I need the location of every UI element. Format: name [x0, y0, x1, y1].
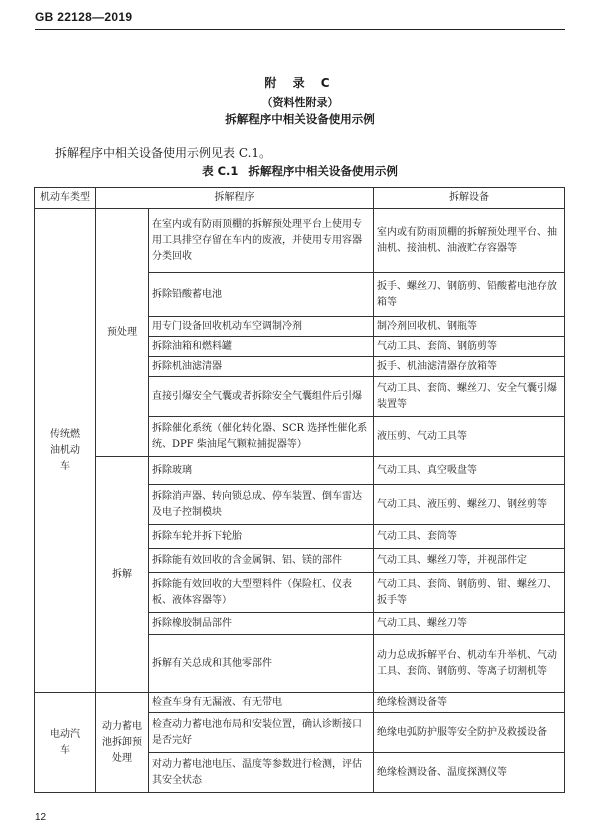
procedure-cell: 对动力蓄电池电压、温度等参数进行检测，评估其安全状态 [149, 753, 374, 793]
equipment-cell: 室内或有防雨顶棚的拆解预处理平台、抽油机、接油机、油液贮存容器等 [374, 209, 565, 273]
table-caption-text: 拆解程序中相关设备使用示例 [248, 164, 398, 178]
table-number: 表 C.1 [202, 164, 239, 178]
page-number: 12 [35, 812, 47, 823]
stage-cell: 动力蓄电池拆卸预处理 [96, 693, 149, 793]
annex-title: 附 录 C [264, 76, 336, 90]
equipment-cell: 绝缘检测设备等 [374, 693, 565, 713]
equipment-cell: 绝缘检测设备、温度探测仪等 [374, 753, 565, 793]
equipment-cell: 气动工具、套筒等 [374, 525, 565, 549]
equipment-cell: 扳手、机油滤清器存放箱等 [374, 357, 565, 377]
equipment-cell: 气动工具、螺丝刀等，并视部件定 [374, 549, 565, 573]
equipment-cell: 气动工具、套筒、螺丝刀、安全气囊引爆装置等 [374, 377, 565, 417]
procedure-cell: 拆除能有效回收的含金属铜、铝、镁的部件 [149, 549, 374, 573]
procedure-cell: 拆除机油滤清器 [149, 357, 374, 377]
header-equipment: 拆解设备 [374, 188, 565, 209]
procedure-cell: 检查车身有无漏液、有无带电 [149, 693, 374, 713]
procedure-cell: 用专门设备回收机动车空调制冷剂 [149, 317, 374, 337]
table-row [35, 209, 565, 273]
header-procedure: 拆解程序 [96, 188, 374, 209]
equipment-cell: 绝缘电弧防护服等安全防护及救援设备 [374, 713, 565, 753]
table-row [35, 457, 565, 485]
equipment-cell: 气动工具、螺丝刀等 [374, 613, 565, 635]
equipment-cell: 液压剪、气动工具等 [374, 417, 565, 457]
procedure-cell: 拆除催化系统（催化转化器、SCR 选择性催化系统、DPF 柴油尾气颗粒捕捉器等） [149, 417, 374, 457]
procedure-cell: 拆除车轮并拆下轮胎 [149, 525, 374, 549]
procedure-cell: 在室内或有防雨顶棚的拆解预处理平台上使用专用工具排空存留在车内的废液，并使用专用容器分类回收 [149, 209, 374, 273]
table-row [35, 693, 565, 713]
procedure-cell: 拆解有关总成和其他零部件 [149, 635, 374, 693]
equipment-table [34, 187, 565, 793]
vehicle-type-cell: 传统燃油机动车 [35, 209, 96, 693]
procedure-cell: 拆除玻璃 [149, 457, 374, 485]
header-rule [35, 29, 565, 30]
equipment-cell: 气动工具、套筒、钢筋剪等 [374, 337, 565, 357]
table-header-row [35, 188, 565, 209]
procedure-cell: 拆除能有效回收的大型塑料件（保险杠、仪表板、液体容器等） [149, 573, 374, 613]
annex-subtitle: （资料性附录） [261, 96, 339, 109]
header-vehicle-type: 机动车类型 [35, 188, 96, 209]
procedure-cell: 直接引爆安全气囊或者拆除安全气囊组件后引爆 [149, 377, 374, 417]
standard-code: GB 22128—2019 [35, 10, 133, 24]
procedure-cell: 拆除油箱和燃料罐 [149, 337, 374, 357]
procedure-cell: 检查动力蓄电池布局和安装位置，确认诊断接口是否完好 [149, 713, 374, 753]
intro-text: 拆解程序中相关设备使用示例见表 C.1。 [55, 146, 272, 160]
table-caption [0, 163, 600, 179]
vehicle-type-cell: 电动汽车 [35, 693, 96, 793]
annex-heading: 拆解程序中相关设备使用示例 [225, 112, 375, 126]
procedure-cell: 拆除铅酸蓄电池 [149, 273, 374, 317]
procedure-cell: 拆除消声器、转向锁总成、停车装置、倒车雷达及电子控制模块 [149, 485, 374, 525]
equipment-cell: 制冷剂回收机、钢瓶等 [374, 317, 565, 337]
equipment-cell: 扳手、螺丝刀、钢筋剪、铅酸蓄电池存放箱等 [374, 273, 565, 317]
equipment-cell: 气动工具、套筒、钢筋剪、钳、螺丝刀、扳手等 [374, 573, 565, 613]
stage-cell: 预处理 [96, 209, 149, 457]
equipment-cell: 动力总成拆解平台、机动车升举机、气动工具、套筒、钢筋剪、等离子切割机等 [374, 635, 565, 693]
equipment-cell: 气动工具、液压剪、螺丝刀、钢丝剪等 [374, 485, 565, 525]
equipment-cell: 气动工具、真空吸盘等 [374, 457, 565, 485]
procedure-cell: 拆除橡胶制品部件 [149, 613, 374, 635]
stage-cell: 拆解 [96, 457, 149, 693]
